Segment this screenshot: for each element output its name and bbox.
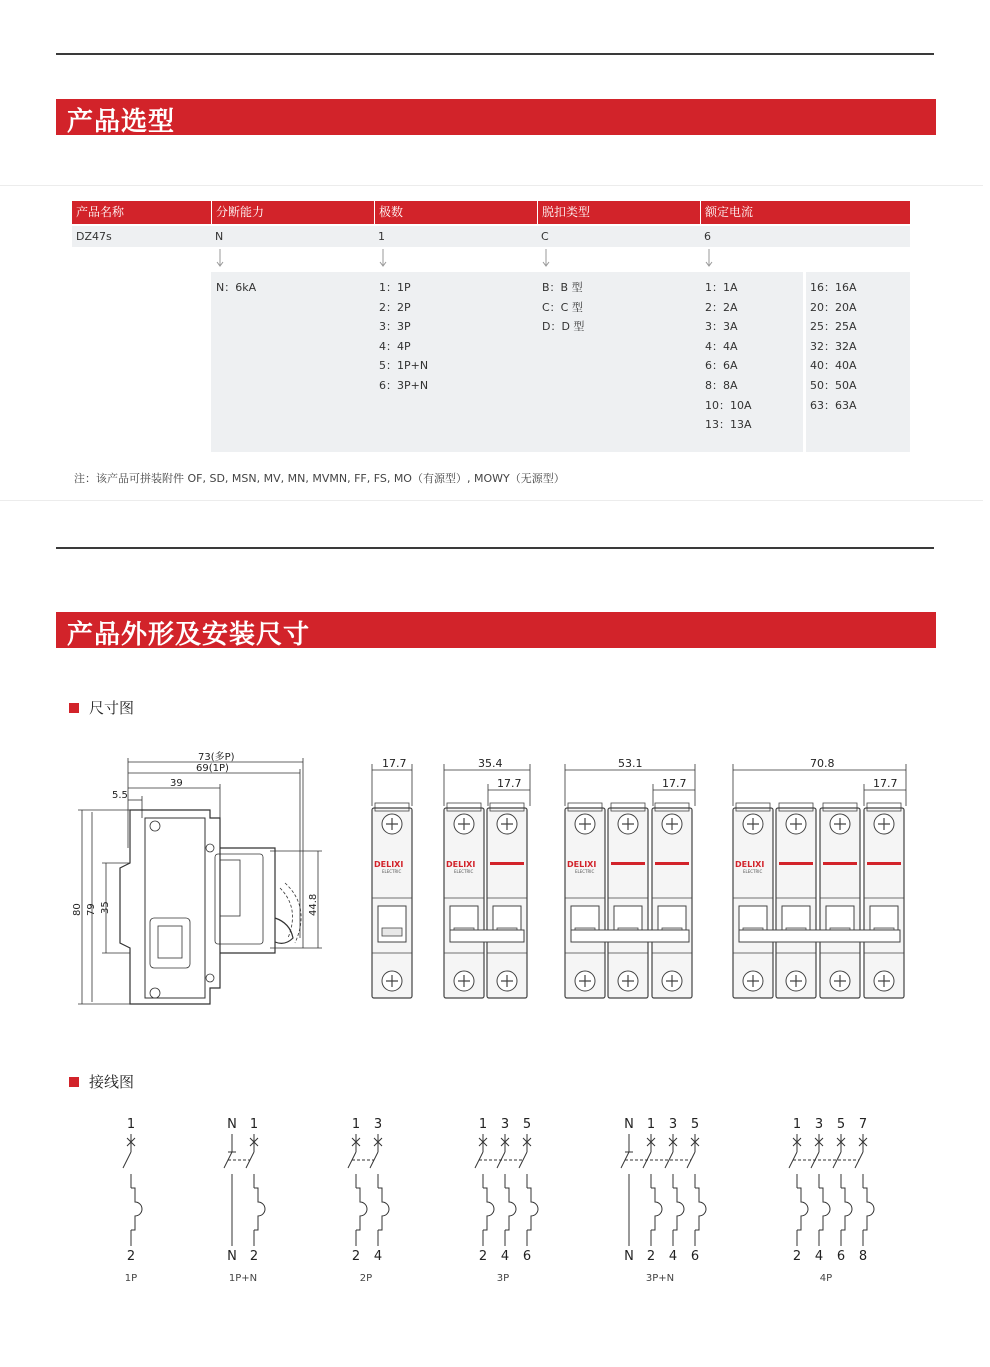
terminal-label: 3 [814, 1117, 824, 1132]
example-breaking: N [215, 230, 224, 243]
wiring-diagram [621, 1117, 706, 1284]
terminal-label: 1 [792, 1117, 802, 1132]
pole-width: 17.7 [497, 777, 522, 790]
terminal-label: 1 [478, 1117, 488, 1132]
terminal-label: 3 [373, 1117, 383, 1132]
terminal-label: 3 [500, 1117, 510, 1132]
terminal-label: 2 [126, 1249, 136, 1264]
pole-width: 17.7 [662, 777, 687, 790]
option-breaking: N：6kA [216, 281, 257, 294]
terminal-label: 8 [858, 1249, 868, 1264]
terminal-label: 2 [249, 1249, 259, 1264]
subheading-dimension [69, 697, 134, 718]
table-header-row [72, 201, 910, 224]
wiring-diagrams [0, 1110, 990, 1290]
dim-69: 69(1P) [196, 763, 229, 774]
option-pole: 3：3P [379, 320, 411, 334]
header-rated-current: 额定电流 [700, 201, 910, 224]
option-current: 2：2A [705, 300, 738, 314]
terminal-label: 2 [792, 1249, 802, 1264]
section-title: 产品选型 [67, 107, 176, 137]
header-product-name: 产品名称 [76, 205, 125, 219]
down-arrow-icon [215, 249, 225, 269]
section-banner-dimensions [56, 612, 936, 648]
wiring-label: 1P+N [228, 1273, 258, 1284]
section-divider [56, 547, 934, 549]
terminal-label: 6 [522, 1249, 532, 1264]
dim-73: 73(多P) [198, 752, 235, 763]
terminal-label: 4 [373, 1249, 383, 1264]
down-arrow-icon [704, 249, 714, 269]
wiring-diagram [475, 1117, 538, 1284]
down-arrow-icon [541, 249, 551, 269]
terminal-label: 1 [249, 1117, 259, 1132]
example-trip: C [541, 230, 549, 243]
header-poles: 极数 [374, 201, 537, 224]
terminal-label: 6 [690, 1249, 700, 1264]
options-breaking [211, 272, 374, 452]
option-pole: 5：1P+N [379, 359, 429, 373]
header-breaking-capacity: 分断能力 [211, 201, 374, 224]
option-current: 20：20A [810, 300, 857, 314]
option-current: 3：3A [705, 320, 738, 334]
option-list [705, 278, 752, 435]
side-view-drawing [70, 748, 330, 1013]
terminal-label: 2 [646, 1249, 656, 1264]
front-view-drawings [360, 748, 920, 1008]
terminal-label: N [624, 1249, 634, 1264]
option-current: 50：50A [810, 378, 857, 392]
dim-44-8: 44.8 [308, 893, 319, 916]
wiring-label: 4P [819, 1273, 833, 1284]
down-arrow-icon [378, 249, 388, 269]
wiring-label: 3P [496, 1273, 510, 1284]
wiring-diagram [789, 1117, 874, 1284]
terminal-label: 1 [351, 1117, 361, 1132]
option-list [216, 278, 256, 298]
dim-80: 80 [72, 903, 83, 916]
brand-sub: ELECTRIC [382, 869, 402, 874]
example-product-name: DZ47s [76, 230, 112, 243]
option-list [379, 278, 428, 396]
terminal-label: 4 [500, 1249, 510, 1264]
option-trip: C：C 型 [542, 300, 583, 314]
terminal-label: 5 [690, 1117, 700, 1132]
width-1p: 17.7 [382, 757, 407, 770]
terminal-label: 7 [858, 1117, 868, 1132]
section-divider [56, 53, 934, 55]
brand-logo: DELIXI [735, 860, 765, 869]
subheading-text: 尺寸图 [89, 699, 135, 717]
wiring-diagram [123, 1117, 142, 1284]
option-current: 63：63A [810, 398, 857, 412]
brand-sub: ELECTRIC [575, 869, 595, 874]
wiring-diagram [224, 1117, 265, 1284]
option-pole: 6：3P+N [379, 378, 429, 392]
dim-39: 39 [170, 778, 183, 789]
width-3p: 53.1 [618, 757, 643, 770]
subheading-text: 接线图 [89, 1073, 135, 1091]
option-current: 10：10A [705, 398, 752, 412]
brand-logo: DELIXI [446, 860, 476, 869]
wiring-label: 3P+N [645, 1273, 675, 1284]
option-current: 13：13A [705, 418, 752, 432]
option-current: 16：16A [810, 281, 857, 294]
brand-sub: ELECTRIC [454, 869, 474, 874]
option-current: 25：25A [810, 320, 857, 334]
wiring-diagram [348, 1117, 389, 1284]
wiring-label: 2P [359, 1273, 373, 1284]
dim-79: 79 [86, 903, 97, 916]
brand-sub: ELECTRIC [743, 869, 763, 874]
option-current: 40：40A [810, 359, 857, 373]
example-poles: 1 [378, 230, 385, 243]
terminal-label: 5 [836, 1117, 846, 1132]
option-current: 1：1A [705, 281, 738, 294]
width-2p: 35.4 [478, 757, 503, 770]
terminal-label: 2 [351, 1249, 361, 1264]
terminal-label: 3 [668, 1117, 678, 1132]
brand-logo: DELIXI [374, 860, 404, 869]
option-current: 8：8A [705, 378, 738, 392]
wiring-label: 1P [124, 1273, 138, 1284]
pole-width: 17.7 [873, 777, 898, 790]
section-title: 产品外形及安装尺寸 [67, 620, 311, 650]
brand-logo: DELIXI [567, 860, 597, 869]
subheading-wiring [69, 1071, 134, 1092]
terminal-label: 4 [814, 1249, 824, 1264]
option-current: 32：32A [810, 339, 857, 353]
section-banner-selection [56, 99, 936, 135]
dim-5-5: 5.5 [112, 790, 128, 801]
example-current: 6 [704, 230, 711, 243]
option-pole: 2：2P [379, 300, 411, 314]
width-4p: 70.8 [810, 757, 835, 770]
terminal-label: N [227, 1249, 237, 1264]
terminal-label: N [624, 1117, 634, 1132]
dim-35: 35 [100, 901, 111, 914]
accessory-note: 注：该产品可拼装附件 OF, SD, MSN, MV, MN, MVMN, FF, FS, MO（有源型）, MOWY（无源型） [74, 472, 565, 485]
option-current: 6：6A [705, 359, 738, 373]
terminal-label: 4 [668, 1249, 678, 1264]
option-list [810, 278, 857, 415]
option-current: 4：4A [705, 339, 738, 353]
terminal-label: N [227, 1117, 237, 1132]
terminal-label: 1 [126, 1117, 136, 1132]
square-bullet-icon [69, 1077, 79, 1087]
table-example-row [72, 226, 910, 247]
terminal-label: 5 [522, 1117, 532, 1132]
option-pole: 4：4P [379, 339, 411, 353]
header-trip-type: 脱扣类型 [537, 201, 700, 224]
terminal-label: 6 [836, 1249, 846, 1264]
option-pole: 1：1P [379, 281, 411, 294]
option-trip: B：B 型 [542, 281, 583, 294]
terminal-label: 2 [478, 1249, 488, 1264]
option-list [542, 278, 584, 337]
option-trip: D：D 型 [542, 320, 585, 334]
terminal-label: 1 [646, 1117, 656, 1132]
square-bullet-icon [69, 703, 79, 713]
